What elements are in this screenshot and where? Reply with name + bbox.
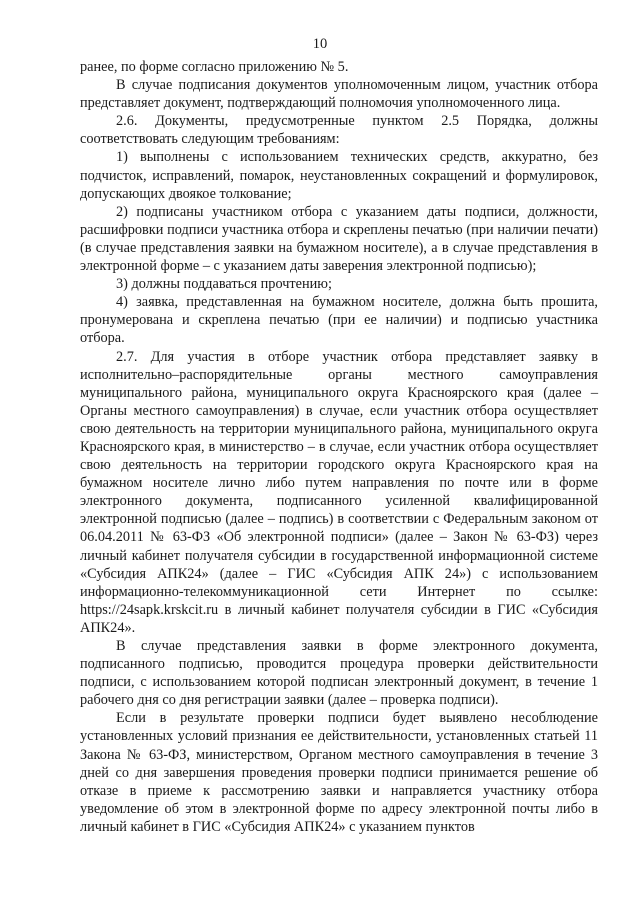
paragraph: ранее, по форме согласно приложению № 5. [80,59,349,75]
paragraph: 4) заявка, представленная на бумажном носителе, должна быть прошита, пронумерована и скреплена печатью (при ее наличии) и подписью участника отбора. [80,294,598,347]
paragraph: 2.7. Для участия в отборе участник отбора представляет заявку в исполнительно–распорядительные органы местного самоуправления муниципального района, муниципального округа Красноярского края (далее – Органы местного самоуправления) в случае, если участник отбора осуществляет свою деятельность на территории муниципального района, муниципального округа Красноярского края, в министерство – в случае, если участник отбора осуществляет свою деятельность на территории городского округа Красноярского края на бумажном носителе лично либо путем направления по почте или в форме электронного документа, подписанного усиленной квалифицированной электронной подписью (далее – подпись) в соответствии с Федеральным законом от 06.04.2011 № 63-ФЗ «Об электронной подписи» (далее – Закон № 63-ФЗ) через личный кабинет получателя субсидии в государственной информационной системе «Субсидия АПК24» (далее – ГИС «Субсидия АПК 24») с использованием информационно-телекоммуникационной сети Интернет по ссылке: https://24sapk.krskcit.ru в личный кабинет получателя субсидии в ГИС «Субсидия АПК24». [80,348,598,636]
paragraph: 2.6. Документы, предусмотренные пунктом 2.5 Порядка, должны соответствовать следующим требованиям: [80,113,598,148]
paragraph: В случае представления заявки в форме электронного документа, подписанного подписью, проводится процедура проверки действительности подписи, с использованием которой подписан электронный документ, в течение 1 рабочего дня со дня регистрации заявки (далее – проверка подписи). [80,638,598,709]
paragraph: Если в результате проверки подписи будет выявлено несоблюдение установленных условий признания ее действительности, установленных статьей 11 Закона № 63-ФЗ, министерством, Органом местного самоуправления в течение 3 дней со дня завершения проведения проверки подписи принимается решение об отказе в приеме к рассмотрению заявки и направляется участнику отбора уведомление об этом в электронной форме по адресу электронной почты либо в личный кабинет в ГИС «Субсидия АПК24» с указанием пунктов [80,710,598,835]
paragraph: 3) должны поддаваться прочтению; [116,276,332,293]
paragraph: В случае подписания документов уполномоченным лицом, участник отбора представляет документ, подтверждающий полномочия уполномоченного лица. [80,77,598,112]
page-number: 10 [312,36,328,52]
paragraph: 2) подписаны участником отбора с указанием даты подписи, должности, расшифровки подписи участника отбора и скреплены печатью (при наличии печати) (в случае представления заявки на бумажном носителе), а в случае представления в электронной форме – с указанием даты заверения электронной подписью); [80,203,598,275]
paragraph: 1) выполнены с использованием технических средств, аккуратно, без подчисток, исправлений, помарок, неустановленных сокращений и формулировок, допускающих двоякое толкование; [80,149,598,202]
document-body [80,58,598,836]
